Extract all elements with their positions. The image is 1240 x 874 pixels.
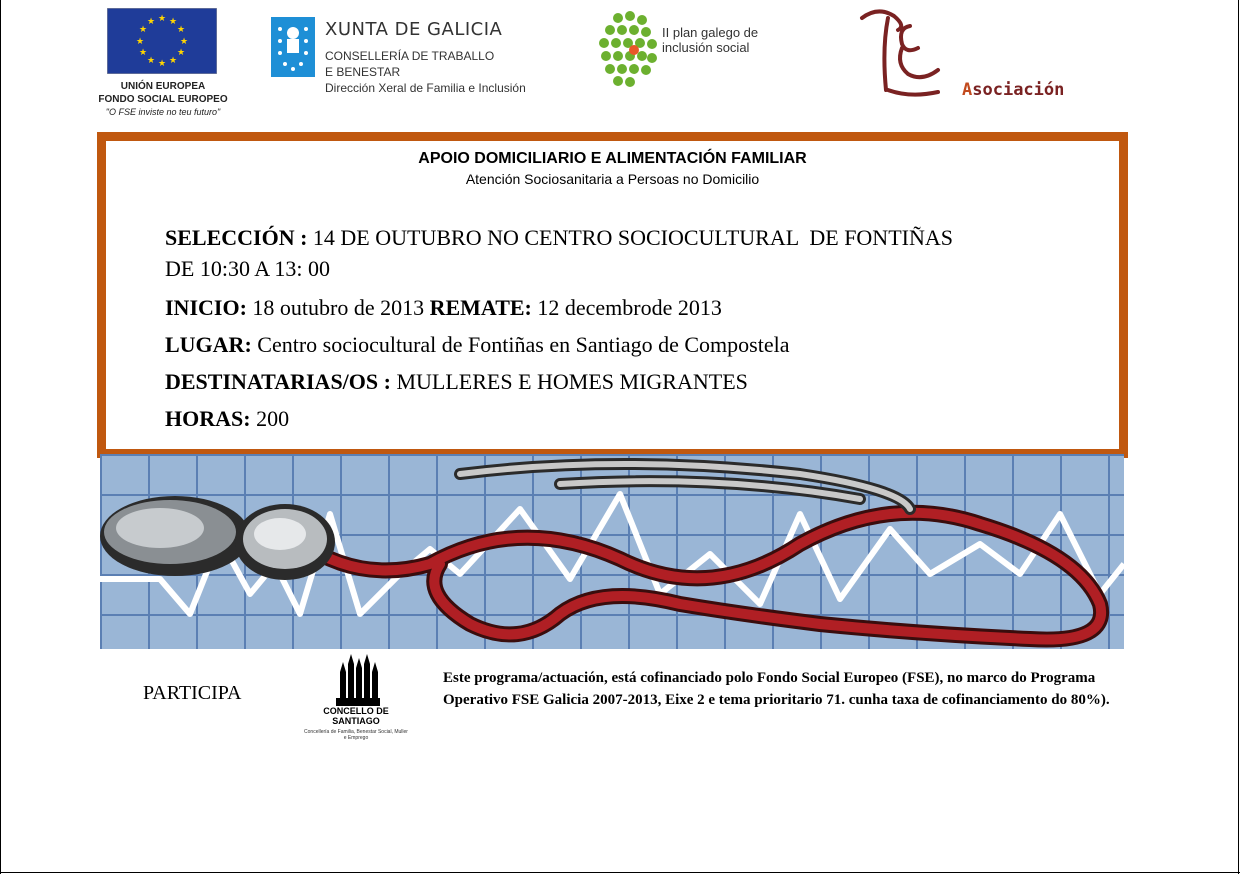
horas-value: 200 [250, 406, 290, 431]
inicio-label: INICIO: [165, 295, 247, 320]
destinatarias-row [165, 369, 748, 395]
inicio-row [165, 295, 722, 321]
participa-label: PARTICIPA [143, 682, 242, 704]
main-subtitle: Atención Sociosanitaria a Persoas no Domicilio [465, 171, 760, 187]
cofinancing-note: Este programa/actuación, está cofinanciado polo Fondo Social Europeo (FSE), no marco do Programa Operativo FSE Galicia 2007-2013, Eixe 2 e tema prioritario 71. cunha taxa de cofinanciamento do 80%). [443, 670, 1110, 708]
seleccion-label: SELECCIÓN : [165, 225, 308, 250]
plan-line1: II plan galego de [662, 25, 759, 40]
seleccion-value-2: DE 10:30 A 13: 00 [165, 256, 331, 281]
seleccion-value: 14 DE OUTUBRO NO CENTRO SOCIOCULTURAL DE FONTIÑAS [307, 225, 953, 250]
concello-subtitle: Concellería de Familia, Benestar Social, Muller e Emprego [304, 729, 408, 741]
destinatarias-label: DESTINATARIAS/OS : [165, 369, 391, 394]
plan-line2: inclusión social [662, 40, 750, 55]
concello-line2: SANTIAGO [332, 716, 380, 726]
remate-value: 12 decembrode 2013 [531, 295, 722, 320]
inicio-value: 18 outubro de 2013 [246, 295, 430, 320]
xunta-emblem-icon [271, 17, 315, 77]
stethoscope-chestpiece-icon [100, 496, 335, 580]
page-frame-bottom [0, 872, 1240, 873]
apl-logo [858, 8, 1128, 103]
eu-flag-icon [107, 8, 217, 74]
eu-logo [84, 8, 242, 120]
svg-text:★: ★ [176, 48, 186, 58]
svg-text:★: ★ [138, 48, 148, 58]
seleccion-row-2 [165, 256, 330, 282]
lugar-row [165, 332, 789, 358]
svg-text:★: ★ [146, 56, 156, 66]
eu-tagline: "O FSE inviste no teu futuro" [105, 107, 221, 117]
xunta-logo [271, 15, 561, 100]
xunta-line2: E BENESTAR [325, 65, 401, 79]
svg-text:★: ★ [146, 17, 156, 27]
eu-name: UNIÓN EUROPEA [120, 81, 206, 92]
svg-text:★: ★ [138, 25, 148, 35]
xunta-line3: Dirección Xeral de Familia e Inclusión [325, 81, 526, 95]
xunta-title: XUNTA DE GALICIA [325, 19, 503, 40]
lugar-value: Centro sociocultural de Fontiñas en Santiago de Compostela [251, 332, 790, 357]
eu-fund: FONDO SOCIAL EUROPEO [98, 94, 228, 105]
remate-label: REMATE: [429, 295, 532, 320]
concello-cathedral-icon [334, 654, 380, 706]
page-frame-left [0, 0, 1, 874]
page-frame-right [1238, 0, 1239, 874]
concello-name [311, 706, 401, 726]
apl-line1: Asociación [962, 80, 1065, 100]
svg-text:★: ★ [135, 37, 145, 47]
horas-row [165, 406, 289, 432]
stethoscope-illustration [100, 454, 1124, 649]
svg-text:★: ★ [179, 37, 189, 47]
xunta-line1: CONSELLERÍA DE TRABALLO [325, 49, 495, 63]
lugar-label: LUGAR: [165, 332, 252, 357]
seleccion-row [165, 225, 953, 251]
svg-text:★: ★ [176, 25, 186, 35]
info-box [97, 132, 1128, 458]
horas-label: HORAS: [165, 406, 251, 431]
svg-text:★: ★ [157, 14, 167, 24]
svg-text:★: ★ [157, 59, 167, 69]
destinatarias-value: MULLERES E HOMES MIGRANTES [390, 369, 748, 394]
svg-text:★: ★ [168, 17, 178, 27]
plan-logo [596, 10, 796, 95]
concello-line1: CONCELLO DE [323, 706, 389, 716]
apl-monogram-icon [858, 8, 943, 98]
plan-map-icon [596, 10, 660, 90]
main-title: APOIO DOMICILIARIO E ALIMENTACIÓN FAMILIAR [418, 150, 807, 167]
svg-text:★: ★ [168, 56, 178, 66]
